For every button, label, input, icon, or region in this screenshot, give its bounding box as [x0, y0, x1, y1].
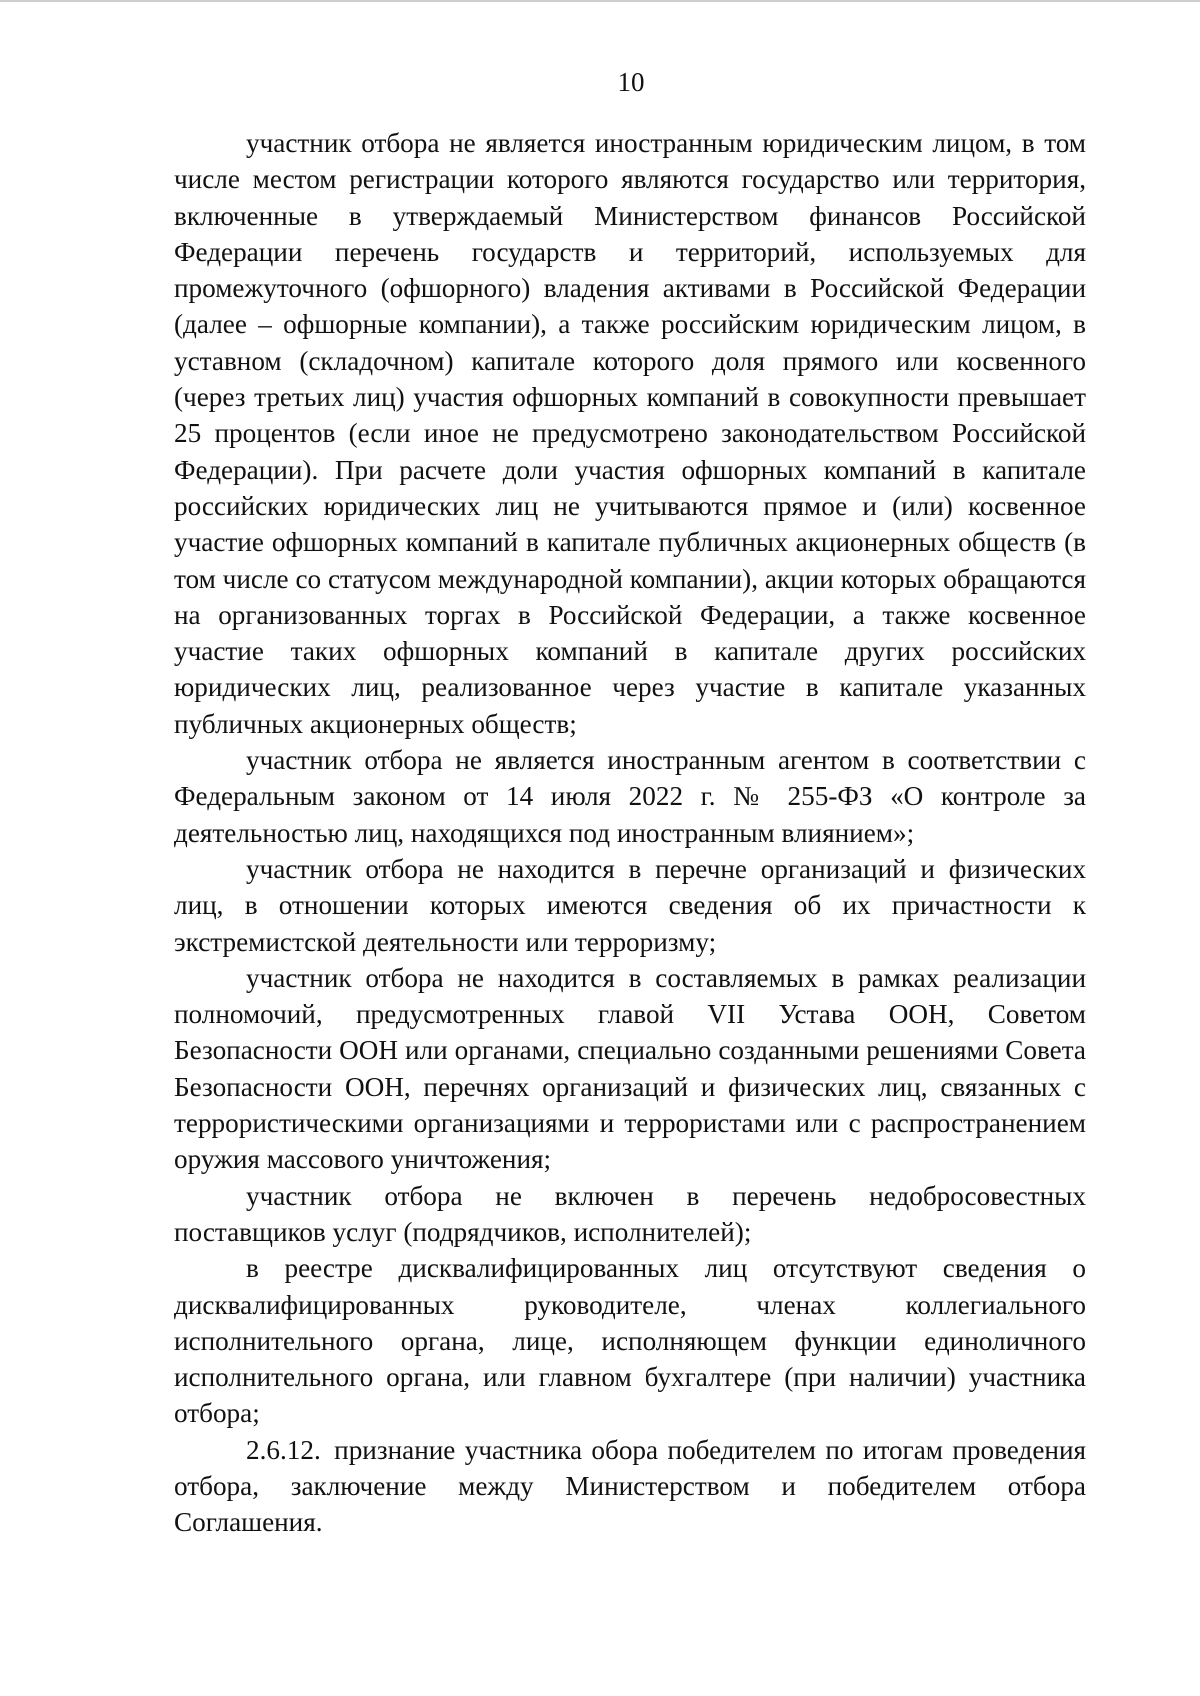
clause-number: 2.6.12.: [246, 1434, 321, 1465]
paragraph-un-sanctions-list: участник отбора не находится в составляемых в рамках реализации полномочий, предусмотренных главой VII Устава ООН, Советом Безопасности ООН или органами, специально созданными решениями Совета Безопасности ООН, перечнях организаций и физических лиц, связанных с террористическими организациями и террористами или с распространением оружия массового уничтожения;: [174, 962, 1086, 1175]
paragraph-foreign-agent: участник отбора не является иностранным агентом в соответствии с Федеральным законом от 14 июля 2022 г. № 255-ФЗ «О контроле за деятельностью лиц, находящихся под иностранным влиянием»;: [174, 745, 1086, 848]
clause-text: признание участника обора победителем по итогам проведения отбора, заключение между Министерством и победителем отбора Соглашения.: [174, 1434, 1086, 1538]
paragraph-disqualified-persons: в реестре дисквалифицированных лиц отсутствуют сведения о дисквалифицированных руководителе, членах коллегиального исполнительного органа, лице, исполняющем функции единоличного исполнительного органа, или главном бухгалтере (при наличии) участника отбора;: [174, 1253, 1086, 1429]
document-body: [174, 125, 1086, 1541]
page-number: 10: [617, 67, 645, 97]
paragraph-offshore-companies: участник отбора не является иностранным юридическим лицом, в том числе местом регистрации которого являются государство или территория, включенные в утверждаемый Министерством финансов Российской Федерации перечень государств и территорий, используемых для промежуточного (офшорного) владения активами в Российской Федерации (далее – офшорные компании), а также российским юридическим лицом, в уставном (складочном) капитале которого доля прямого или косвенного (через третьих лиц) участия офшорных компаний в совокупности превышает 25 процентов (если иное не предусмотрено законодательством Российской Федерации). При расчете доли участия офшорных компаний в капитале российских юридических лиц не учитываются прямое и (или) косвенное участие офшорных компаний в капитале публичных акционерных обществ (в том числе со статусом международной компании), акции которых обращаются на организованных торгах в Российской Федерации, а также косвенное участие таких офшорных компаний в капитале других российских юридических лиц, реализованное через участие в капитале указанных публичных акционерных обществ;: [174, 128, 1086, 739]
page-edge-line: [0, 0, 1200, 2]
paragraph-extremism-list: участник отбора не находится в перечне организаций и физических лиц, в отношении которых имеются сведения об их причастности к экстремистской деятельности или терроризму;: [174, 853, 1086, 957]
paragraph-unfair-suppliers: участник отбора не включен в перечень недобросовестных поставщиков услуг (подрядчиков, исполнителей);: [174, 1180, 1086, 1247]
paragraph-clause-2-6-12: [174, 1432, 1086, 1541]
